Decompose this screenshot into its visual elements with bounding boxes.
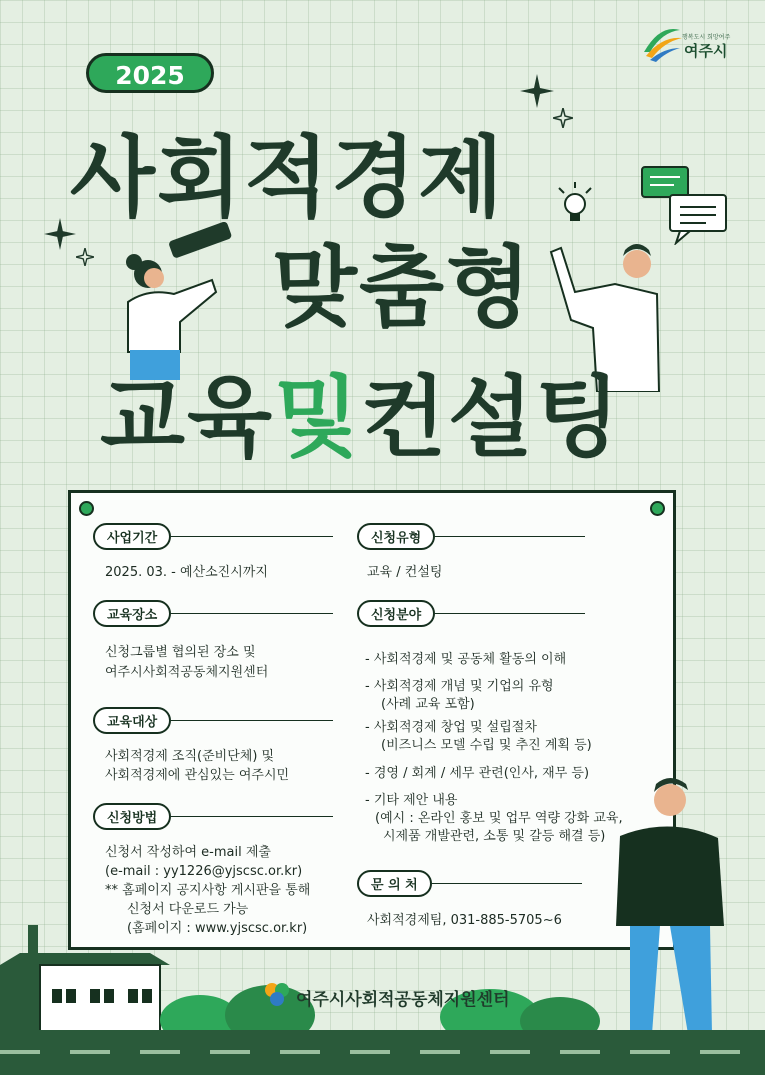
houses-illustration	[0, 925, 170, 1035]
section-label: 문 의 처	[357, 870, 432, 897]
city-logo-icon	[640, 22, 684, 62]
sparkle-outline-icon	[553, 108, 573, 128]
field-item-note: (사례 교육 포함)	[381, 697, 475, 712]
section-divider	[432, 883, 582, 885]
org-name: 여주시사회적공동체지원센터	[296, 990, 510, 1010]
method-line: 신청서 작성하여 e-mail 제출	[105, 845, 271, 860]
field-item: - 사회적경제 및 공동체 활동의 이해	[365, 652, 567, 667]
method-line: 신청서 다운로드 가능	[127, 902, 249, 917]
section-label: 신청분야	[357, 600, 435, 627]
field-item-note: (예시 : 온라인 홍보 및 업무 역량 강화 교육,	[375, 811, 623, 826]
section-divider	[171, 720, 333, 722]
section-label: 교육대상	[93, 707, 171, 734]
org-logo-icon	[262, 980, 292, 1010]
field-item: - 사회적경제 창업 및 설립절차	[365, 720, 537, 735]
field-item: - 기타 제안 내용	[365, 793, 458, 808]
title-line-3	[100, 348, 622, 474]
city-logo-name: 여주시	[684, 42, 728, 60]
section-label: 사업기간	[93, 523, 171, 550]
section-label: 신청방법	[93, 803, 171, 830]
section-divider	[435, 613, 585, 615]
sparkle-icon	[520, 74, 554, 108]
info-panel	[68, 490, 676, 950]
title-line-3-a: 교육	[100, 366, 275, 469]
title-accent: 및	[274, 366, 362, 469]
title-line-3-b: 컨설팅	[361, 366, 623, 469]
title-line-2: 맞춤형	[272, 236, 534, 339]
method-line: (홈페이지 : www.yjscsc.or.kr)	[127, 921, 308, 936]
year-badge: 2025	[86, 53, 214, 93]
road-line	[0, 1050, 765, 1054]
section-period	[93, 523, 333, 550]
section-method	[93, 803, 333, 830]
contact-text: 사회적경제팀, 031-885-5705~6	[367, 913, 562, 928]
panel-pin	[650, 501, 665, 516]
section-field	[357, 600, 585, 627]
section-target	[93, 707, 333, 734]
section-divider	[171, 816, 333, 818]
lightbulb-icon	[555, 180, 595, 230]
field-item: - 사회적경제 개념 및 기업의 유형	[365, 679, 554, 694]
section-divider	[171, 613, 333, 615]
type-text: 교육 / 컨설팅	[367, 565, 443, 580]
method-line: (e-mail : yy1226@yjscsc.or.kr)	[105, 864, 303, 879]
section-venue	[93, 600, 333, 627]
section-type	[357, 523, 585, 550]
field-item-note: (비즈니스 모델 수립 및 추진 계획 등)	[381, 738, 592, 753]
target-line: 사회적경제 조직(준비단체) 및	[105, 749, 275, 764]
man-standing-illustration	[600, 776, 730, 1036]
sparkle-outline-icon	[76, 248, 94, 266]
section-divider	[171, 536, 333, 538]
period-text: 2025. 03. - 예산소진시까지	[105, 565, 268, 580]
target-line: 사회적경제에 관심있는 여주시민	[105, 768, 290, 783]
city-logo-slogan: 행복도시 희망여주	[682, 34, 731, 41]
field-item-note: 시제품 개발관련, 소통 및 갈등 해결 등)	[383, 829, 606, 844]
section-label: 신청유형	[357, 523, 435, 550]
section-divider	[435, 536, 585, 538]
section-contact	[357, 870, 582, 897]
field-item: - 경영 / 회계 / 세무 관련(인사, 재무 등)	[365, 766, 590, 781]
section-label: 교육장소	[93, 600, 171, 627]
venue-line: 여주시사회적공동체지원센터	[105, 665, 269, 680]
method-line: ** 홈페이지 공지사항 게시판을 통해	[105, 883, 311, 898]
city-logo	[640, 22, 735, 66]
panel-pin	[79, 501, 94, 516]
title-line-1: 사회적경제	[70, 126, 506, 229]
venue-line: 신청그룹별 협의된 장소 및	[105, 645, 256, 660]
